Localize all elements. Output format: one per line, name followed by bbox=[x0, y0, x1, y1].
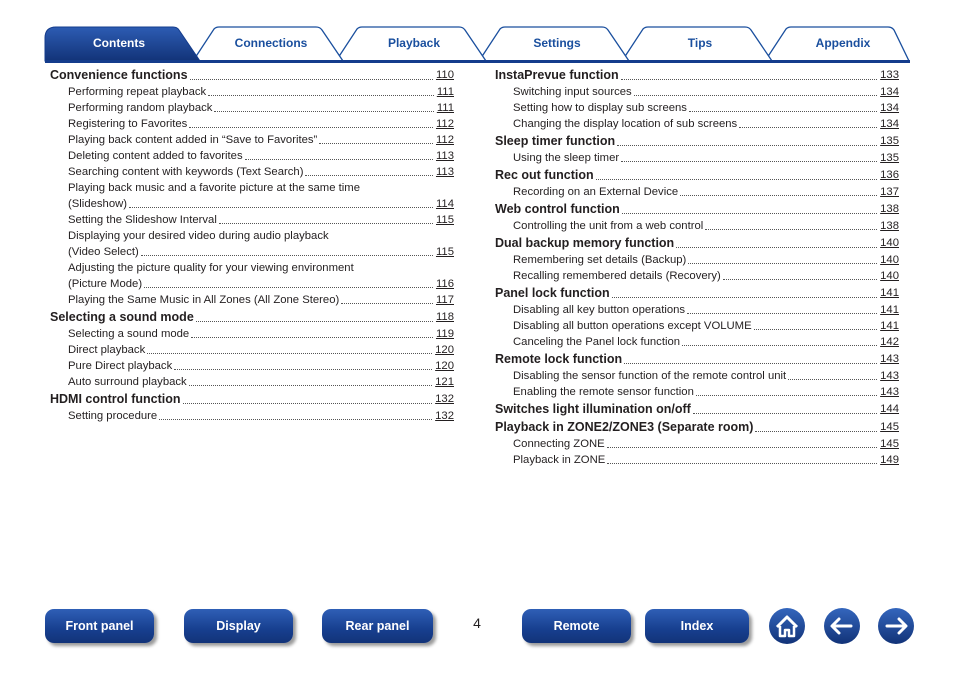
toc-entry[interactable] bbox=[495, 436, 899, 452]
forward-button[interactable] bbox=[877, 607, 915, 645]
toc-leader-dots bbox=[147, 353, 432, 354]
toc-entry bbox=[50, 228, 454, 244]
toc-entry-title: Recording on an External Device bbox=[513, 186, 679, 198]
toc-section-heading[interactable] bbox=[495, 285, 899, 302]
toc-entry-title: Performing repeat playback bbox=[68, 86, 207, 98]
toc-entry-title: Dual backup memory function bbox=[495, 236, 675, 250]
toc-leader-dots bbox=[693, 413, 877, 414]
toc-entry[interactable] bbox=[50, 292, 454, 308]
toc-section-heading[interactable] bbox=[50, 309, 454, 326]
tab-contents[interactable]: Contents bbox=[93, 36, 145, 50]
toc-leader-dots bbox=[754, 329, 878, 330]
toc-entry[interactable] bbox=[50, 342, 454, 358]
arrow-right-icon bbox=[877, 607, 915, 645]
toc-page-link[interactable]: 115 bbox=[435, 246, 454, 258]
toc-page-link[interactable]: 135 bbox=[880, 152, 899, 164]
toc-page-link[interactable]: 117 bbox=[435, 294, 454, 306]
toc-section-heading[interactable] bbox=[495, 419, 899, 436]
toc-page-link[interactable]: 140 bbox=[880, 270, 899, 282]
toc-entry[interactable] bbox=[495, 302, 899, 318]
toc-entry-title: Web control function bbox=[495, 202, 620, 216]
toc-entry-title: Panel lock function bbox=[495, 286, 610, 300]
toc-entry-title: Adjusting the picture quality for your viewing environment bbox=[68, 262, 354, 274]
toc-section-heading[interactable] bbox=[495, 133, 899, 150]
toc-entry-title: (Slideshow) bbox=[68, 198, 128, 210]
toc-entry-title: Recalling remembered details (Recovery) bbox=[513, 270, 721, 282]
toc-page-link[interactable]: 132 bbox=[435, 393, 454, 405]
display-button[interactable]: Display bbox=[184, 609, 293, 643]
toc-page-link[interactable]: 149 bbox=[880, 454, 899, 466]
toc-entry-title: Registering to Favorites bbox=[68, 118, 188, 130]
toc-page-link[interactable]: 145 bbox=[880, 421, 899, 433]
toc-entry-title: Selecting a sound mode bbox=[68, 328, 190, 340]
toc-leader-dots bbox=[245, 159, 433, 160]
toc-entry[interactable] bbox=[495, 452, 899, 468]
toc-leader-dots bbox=[696, 395, 877, 396]
toc-leader-dots bbox=[159, 419, 432, 420]
toc-leader-dots bbox=[705, 229, 877, 230]
toc-leader-dots bbox=[676, 247, 877, 248]
toc-entry[interactable] bbox=[50, 84, 454, 100]
toc-entry[interactable] bbox=[495, 184, 899, 200]
toc-entry[interactable] bbox=[495, 116, 899, 132]
toc-page-link[interactable]: 141 bbox=[880, 320, 899, 332]
tab-playback[interactable]: Playback bbox=[387, 36, 441, 50]
toc-section-heading[interactable] bbox=[495, 167, 899, 184]
toc-page-link[interactable]: 143 bbox=[880, 386, 899, 398]
toc-entry[interactable] bbox=[50, 408, 454, 424]
rear-panel-button[interactable]: Rear panel bbox=[322, 609, 433, 643]
toc-entry-title: Canceling the Panel lock function bbox=[513, 336, 681, 348]
toc-leader-dots bbox=[144, 287, 433, 288]
toc-entry-title: Searching content with keywords (Text Search) bbox=[68, 166, 304, 178]
toc-leader-dots bbox=[596, 179, 878, 180]
toc-section-heading[interactable] bbox=[50, 67, 454, 84]
toc-leader-dots bbox=[189, 127, 433, 128]
toc-page-link[interactable]: 145 bbox=[880, 438, 899, 450]
toc-entry-title: Playing the Same Music in All Zones (All Zone Stereo) bbox=[68, 294, 340, 306]
toc-entry[interactable] bbox=[495, 268, 899, 284]
toc-entry[interactable] bbox=[50, 212, 454, 228]
tab-shapes bbox=[45, 26, 910, 62]
toc-left-column bbox=[50, 66, 454, 424]
toc-entry-title: Setting the Slideshow Interval bbox=[68, 214, 217, 226]
toc-page-link[interactable]: 121 bbox=[435, 376, 454, 388]
toc-leader-dots bbox=[682, 345, 877, 346]
toc-entry-title: Direct playback bbox=[68, 344, 146, 356]
toc-leader-dots bbox=[612, 297, 878, 298]
toc-entry bbox=[50, 180, 454, 196]
toc-leader-dots bbox=[622, 213, 877, 214]
toc-page-link[interactable]: 120 bbox=[435, 344, 454, 356]
toc-leader-dots bbox=[190, 79, 433, 80]
toc-page-link[interactable]: 119 bbox=[435, 328, 454, 340]
toc-entry[interactable] bbox=[50, 116, 454, 132]
toc-leader-dots bbox=[634, 95, 877, 96]
toc-page-link[interactable]: 137 bbox=[880, 186, 899, 198]
toc-page-link[interactable]: 116 bbox=[435, 278, 454, 290]
toc-entry-title: Playing back music and a favorite picture at the same time bbox=[68, 182, 360, 194]
back-button[interactable] bbox=[823, 607, 861, 645]
toc-leader-dots bbox=[680, 195, 877, 196]
toc-entry[interactable] bbox=[50, 326, 454, 342]
toc-entry-title: InstaPrevue function bbox=[495, 68, 619, 82]
toc-leader-dots bbox=[305, 175, 433, 176]
toc-entry[interactable] bbox=[495, 84, 899, 100]
toc-section-heading[interactable] bbox=[495, 201, 899, 218]
toc-section-heading[interactable] bbox=[495, 351, 899, 368]
toc-entry-title: Disabling all button operations except VOLUME bbox=[513, 320, 752, 332]
toc-entry-title: Displaying your desired video during audio playback bbox=[68, 230, 329, 242]
toc-entry-title: Switches light illumination on/off bbox=[495, 402, 691, 416]
toc-page-link[interactable]: 135 bbox=[880, 135, 899, 147]
toc-entry[interactable] bbox=[495, 150, 899, 166]
toc-leader-dots bbox=[183, 403, 433, 404]
toc-page-link[interactable]: 143 bbox=[880, 370, 899, 382]
toc-entry-title: Performing random playback bbox=[68, 102, 213, 114]
tab-connections[interactable]: Connections bbox=[234, 36, 308, 50]
toc-page-link[interactable]: 134 bbox=[880, 102, 899, 114]
tab-underline bbox=[45, 60, 910, 63]
toc-page-link[interactable]: 134 bbox=[880, 86, 899, 98]
toc-page-link[interactable]: 143 bbox=[880, 353, 899, 365]
toc-entry-title: Playing back content added in “Save to Favorites” bbox=[68, 134, 318, 146]
toc-page-link[interactable]: 113 bbox=[435, 166, 454, 178]
tab-tips[interactable]: Tips bbox=[687, 36, 713, 50]
toc-leader-dots bbox=[319, 143, 433, 144]
toc-entry[interactable] bbox=[50, 244, 454, 260]
toc-entry-title: Switching input sources bbox=[513, 86, 632, 98]
toc-page-link[interactable]: 144 bbox=[880, 403, 899, 415]
toc-leader-dots bbox=[341, 303, 433, 304]
toc-entry-title: Auto surround playback bbox=[68, 376, 187, 388]
toc-section-heading[interactable] bbox=[495, 235, 899, 252]
toc-entry-title: Changing the display location of sub screens bbox=[513, 118, 738, 130]
toc-leader-dots bbox=[788, 379, 877, 380]
toc-leader-dots bbox=[755, 431, 877, 432]
toc-entry[interactable] bbox=[495, 100, 899, 116]
toc-section-heading[interactable] bbox=[495, 401, 899, 418]
toc-entry-title: Pure Direct playback bbox=[68, 360, 173, 372]
toc-entry-title: Rec out function bbox=[495, 168, 594, 182]
toc-leader-dots bbox=[624, 363, 877, 364]
toc-page-link[interactable]: 115 bbox=[435, 214, 454, 226]
toc-leader-dots bbox=[688, 263, 877, 264]
tab-appendix[interactable]: Appendix bbox=[815, 36, 871, 50]
toc-leader-dots bbox=[189, 385, 432, 386]
toc-leader-dots bbox=[208, 95, 434, 96]
page-number: 4 bbox=[473, 615, 481, 631]
toc-entry-title: Enabling the remote sensor function bbox=[513, 386, 694, 398]
toc-leader-dots bbox=[196, 321, 433, 322]
toc-leader-dots bbox=[617, 145, 877, 146]
tab-bar bbox=[45, 26, 910, 62]
toc-page-link[interactable]: 132 bbox=[435, 410, 454, 422]
toc-entry-title: Disabling all key button operations bbox=[513, 304, 686, 316]
toc-leader-dots bbox=[689, 111, 877, 112]
toc-page-link[interactable]: 133 bbox=[880, 69, 899, 81]
tab-settings[interactable]: Settings bbox=[533, 36, 581, 50]
toc-entry[interactable] bbox=[50, 276, 454, 292]
toc-leader-dots bbox=[214, 111, 433, 112]
toc-page-link[interactable]: 112 bbox=[435, 118, 454, 130]
toc-leader-dots bbox=[191, 337, 433, 338]
toc-leader-dots bbox=[607, 463, 877, 464]
toc-entry-title: Setting procedure bbox=[68, 410, 158, 422]
toc-page-link[interactable]: 111 bbox=[436, 86, 454, 98]
toc-leader-dots bbox=[687, 313, 877, 314]
toc-entry[interactable] bbox=[50, 196, 454, 212]
toc-section-heading[interactable] bbox=[50, 391, 454, 408]
toc-entry-title: Convenience functions bbox=[50, 68, 188, 82]
toc-entry-title: HDMI control function bbox=[50, 392, 181, 406]
toc-leader-dots bbox=[219, 223, 433, 224]
remote-button[interactable]: Remote bbox=[522, 609, 631, 643]
toc-entry-title: Setting how to display sub screens bbox=[513, 102, 687, 114]
toc-entry[interactable] bbox=[50, 148, 454, 164]
toc-entry[interactable] bbox=[50, 164, 454, 180]
toc-entry-title: Playback in ZONE2/ZONE3 (Separate room) bbox=[495, 420, 754, 434]
toc-entry[interactable] bbox=[50, 358, 454, 374]
toc-entry[interactable] bbox=[50, 132, 454, 148]
toc-leader-dots bbox=[129, 207, 433, 208]
toc-entry[interactable] bbox=[495, 252, 899, 268]
toc-page-link[interactable]: 134 bbox=[880, 118, 899, 130]
front-panel-button[interactable]: Front panel bbox=[45, 609, 154, 643]
toc-leader-dots bbox=[723, 279, 877, 280]
toc-leader-dots bbox=[607, 447, 877, 448]
toc-page-link[interactable]: 136 bbox=[880, 169, 899, 181]
toc-page-link[interactable]: 112 bbox=[435, 134, 454, 146]
toc-leader-dots bbox=[739, 127, 877, 128]
toc-entry[interactable] bbox=[495, 368, 899, 384]
toc-entry-title: Deleting content added to favorites bbox=[68, 150, 243, 162]
toc-entry-title: Connecting ZONE bbox=[513, 438, 605, 450]
toc-entry-title: Controlling the unit from a web control bbox=[513, 220, 704, 232]
toc-entry-title: Using the sleep timer bbox=[513, 152, 620, 164]
toc-entry[interactable] bbox=[50, 374, 454, 390]
toc-entry-title: (Video Select) bbox=[68, 246, 139, 258]
toc-page-link[interactable]: 113 bbox=[435, 150, 454, 162]
toc-leader-dots bbox=[621, 161, 877, 162]
toc-page-link[interactable]: 111 bbox=[436, 102, 454, 114]
toc-entry[interactable] bbox=[495, 218, 899, 234]
toc-page-link[interactable]: 140 bbox=[880, 237, 899, 249]
toc-entry-title: Disabling the sensor function of the remote control unit bbox=[513, 370, 787, 382]
toc-entry-title: Sleep timer function bbox=[495, 134, 616, 148]
toc-page-link[interactable]: 110 bbox=[435, 69, 454, 81]
toc-page-link[interactable]: 114 bbox=[435, 198, 454, 210]
toc-entry-title: Playback in ZONE bbox=[513, 454, 606, 466]
toc-leader-dots bbox=[141, 255, 433, 256]
toc-page-link[interactable]: 138 bbox=[880, 203, 899, 215]
toc-entry bbox=[50, 260, 454, 276]
toc-entry-title: Remote lock function bbox=[495, 352, 623, 366]
toc-page-link[interactable]: 120 bbox=[435, 360, 454, 372]
toc-page-link[interactable]: 140 bbox=[880, 254, 899, 266]
toc-section-heading[interactable] bbox=[495, 67, 899, 84]
index-button[interactable]: Index bbox=[645, 609, 749, 643]
toc-entry[interactable] bbox=[495, 318, 899, 334]
toc-entry[interactable] bbox=[495, 384, 899, 400]
toc-page-link[interactable]: 138 bbox=[880, 220, 899, 232]
arrow-left-icon bbox=[823, 607, 861, 645]
toc-leader-dots bbox=[174, 369, 432, 370]
toc-page-link[interactable]: 118 bbox=[435, 311, 454, 323]
toc-entry[interactable] bbox=[50, 100, 454, 116]
toc-entry-title: Selecting a sound mode bbox=[50, 310, 194, 324]
toc-entry-title: (Picture Mode) bbox=[68, 278, 143, 290]
toc-entry[interactable] bbox=[495, 334, 899, 350]
toc-entry-title: Remembering set details (Backup) bbox=[513, 254, 687, 266]
home-button[interactable] bbox=[768, 607, 806, 645]
home-icon bbox=[768, 607, 806, 645]
toc-right-column bbox=[495, 66, 899, 468]
toc-page-link[interactable]: 141 bbox=[880, 287, 899, 299]
toc-page-link[interactable]: 142 bbox=[880, 336, 899, 348]
toc-leader-dots bbox=[621, 79, 878, 80]
toc-page-link[interactable]: 141 bbox=[880, 304, 899, 316]
